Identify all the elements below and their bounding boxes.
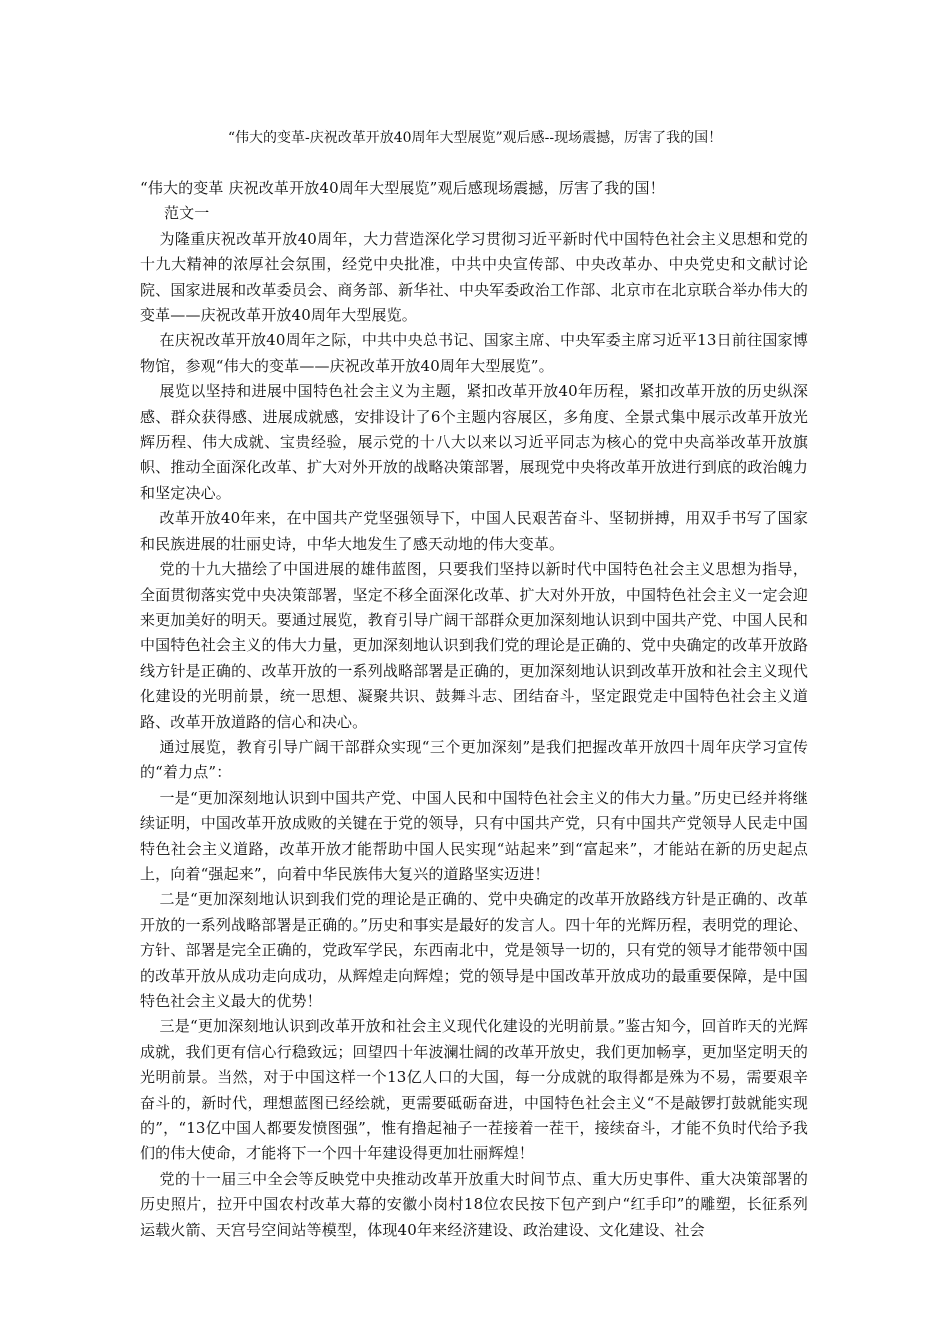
paragraph: 一是“更加深刻地认识到中国共产党、中国人民和中国特色社会主义的伟大力量。”历史已经并将继续证明，中国改革开放成败的关键在于党的领导，只有中国共产党，只有中国共产党领导人民走中国特色社会主义道路，改革开放才能帮助中国人民实现“站起来”到“富起来”，才能站在新的历史起点上，向着“强起来”，向着中华民族伟大复兴的道路坚实迈进！ (140, 788, 808, 883)
paragraph: 三是“更加深刻地认识到改革开放和社会主义现代化建设的光明前景。”鉴古知今，回首昨天的光辉成就，我们更有信心行稳致远；回望四十年波澜壮阔的改革开放史，我们更加畅享，更加坚定明天的光明前景。当然，对于中国这样一个13亿人口的大国，每一分成就的取得都是殊为不易，需要艰辛奋斗的，新时代，理想蓝图已经绘就，更需要砥砺奋进，中国特色社会主义“不是敲锣打鼓就能实现的”，“13亿中国人都要发愤图强”，惟有撸起袖子一茬接着一茬干，接续奋斗，才能不负时代给予我们的伟大使命，才能将下一个四十年建设得更加壮丽辉煌！ (140, 1017, 808, 1163)
document-body (140, 176, 808, 1243)
paragraph: 党的十九大描绘了中国进展的雄伟蓝图，只要我们坚持以新时代中国特色社会主义思想为指导，全面贯彻落实党中央决策部署，坚定不移全面深化改革、扩大对外开放，中国特色社会主义一定会迎来更加美好的明天。要通过展览，教育引导广阔干部群众更加深刻地认识到中国共产党、中国人民和中国特色社会主义的伟大力量，更加深刻地认识到我们党的理论是正确的、党中央确定的改革开放路线方针是正确的、改革开放的一系列战略部署是正确的，更加深刻地认识到改革开放和社会主义现代化建设的光明前景，统一思想、凝聚共识、鼓舞斗志、团结奋斗，坚定跟党走中国特色社会主义道路、改革开放道路的信心和决心。 (140, 560, 808, 731)
section-label: 范文一 (164, 204, 210, 223)
paragraph: 为隆重庆祝改革开放40周年，大力营造深化学习贯彻习近平新时代中国特色社会主义思想和党的十九大精神的浓厚社会氛围，经党中央批准，中共中央宣传部、中央改革办、中央党史和文献讨论院、国家进展和改革委员会、商务部、新华社、中央军委政治工作部、北京市在北京联合举办伟大的变革——庆祝改革开放40周年大型展览。 (140, 229, 808, 325)
document-subtitle: “伟大的变革 庆祝改革开放40周年大型展览”观后感现场震撼，厉害了我的国！ (140, 179, 665, 197)
paragraph: 改革开放40年来，在中国共产党坚强领导下，中国人民艰苦奋斗、坚韧拼搏，用双手书写了国家和民族进展的壮丽史诗，中华大地发生了感天动地的伟大变革。 (140, 509, 808, 553)
paragraph: 二是“更加深刻地认识到我们党的理论是正确的、党中央确定的改革开放路线方针是正确的、改革开放的一系列战略部署是正确的。”历史和事实是最好的发言人。四十年的光辉历程，表明党的理论、方针、部署是完全正确的，党政军学民，东西南北中，党是领导一切的，只有党的领导才能带领中国的改革开放从成功走向成功，从辉煌走向辉煌；党的领导是中国改革开放成功的最重要保障，是中国特色社会主义最大的优势！ (140, 890, 808, 1010)
document-title: “伟大的变革-庆祝改革开放40周年大型展览”观后感--现场震撼，厉害了我的国！ (227, 130, 723, 146)
paragraph: 在庆祝改革开放40周年之际，中共中央总书记、国家主席、中央军委主席习近平13日前往国家博物馆，参观“伟大的变革——庆祝改革开放40周年大型展览”。 (140, 331, 808, 375)
paragraph: 展览以坚持和进展中国特色社会主义为主题，紧扣改革开放40年历程，紧扣改革开放的历史纵深感、群众获得感、进展成就感，安排设计了6个主题内容展区，多角度、全景式集中展示改革开放光辉历程、伟大成就、宝贵经验，展示党的十八大以来以习近平同志为核心的党中央高举改革开放旗帜、推动全面深化改革、扩大对外开放的战略决策部署，展现党中央将改革开放进行到底的政治魄力和坚定决心。 (140, 382, 808, 502)
paragraph: 通过展览，教育引导广阔干部群众实现“三个更加深刻”是我们把握改革开放四十周年庆学习宣传的“着力点”： (140, 737, 808, 782)
paragraph: 党的十一届三中全会等反映党中央推动改革开放重大时间节点、重大历史事件、重大决策部署的历史照片，拉开中国农村改革大幕的安徽小岗村18位农民按下包产到户“红手印”的雕塑，长征系列运载火箭、天宫号空间站等模型，体现40年来经济建设、政治建设、文化建设、社会 (140, 1169, 808, 1239)
